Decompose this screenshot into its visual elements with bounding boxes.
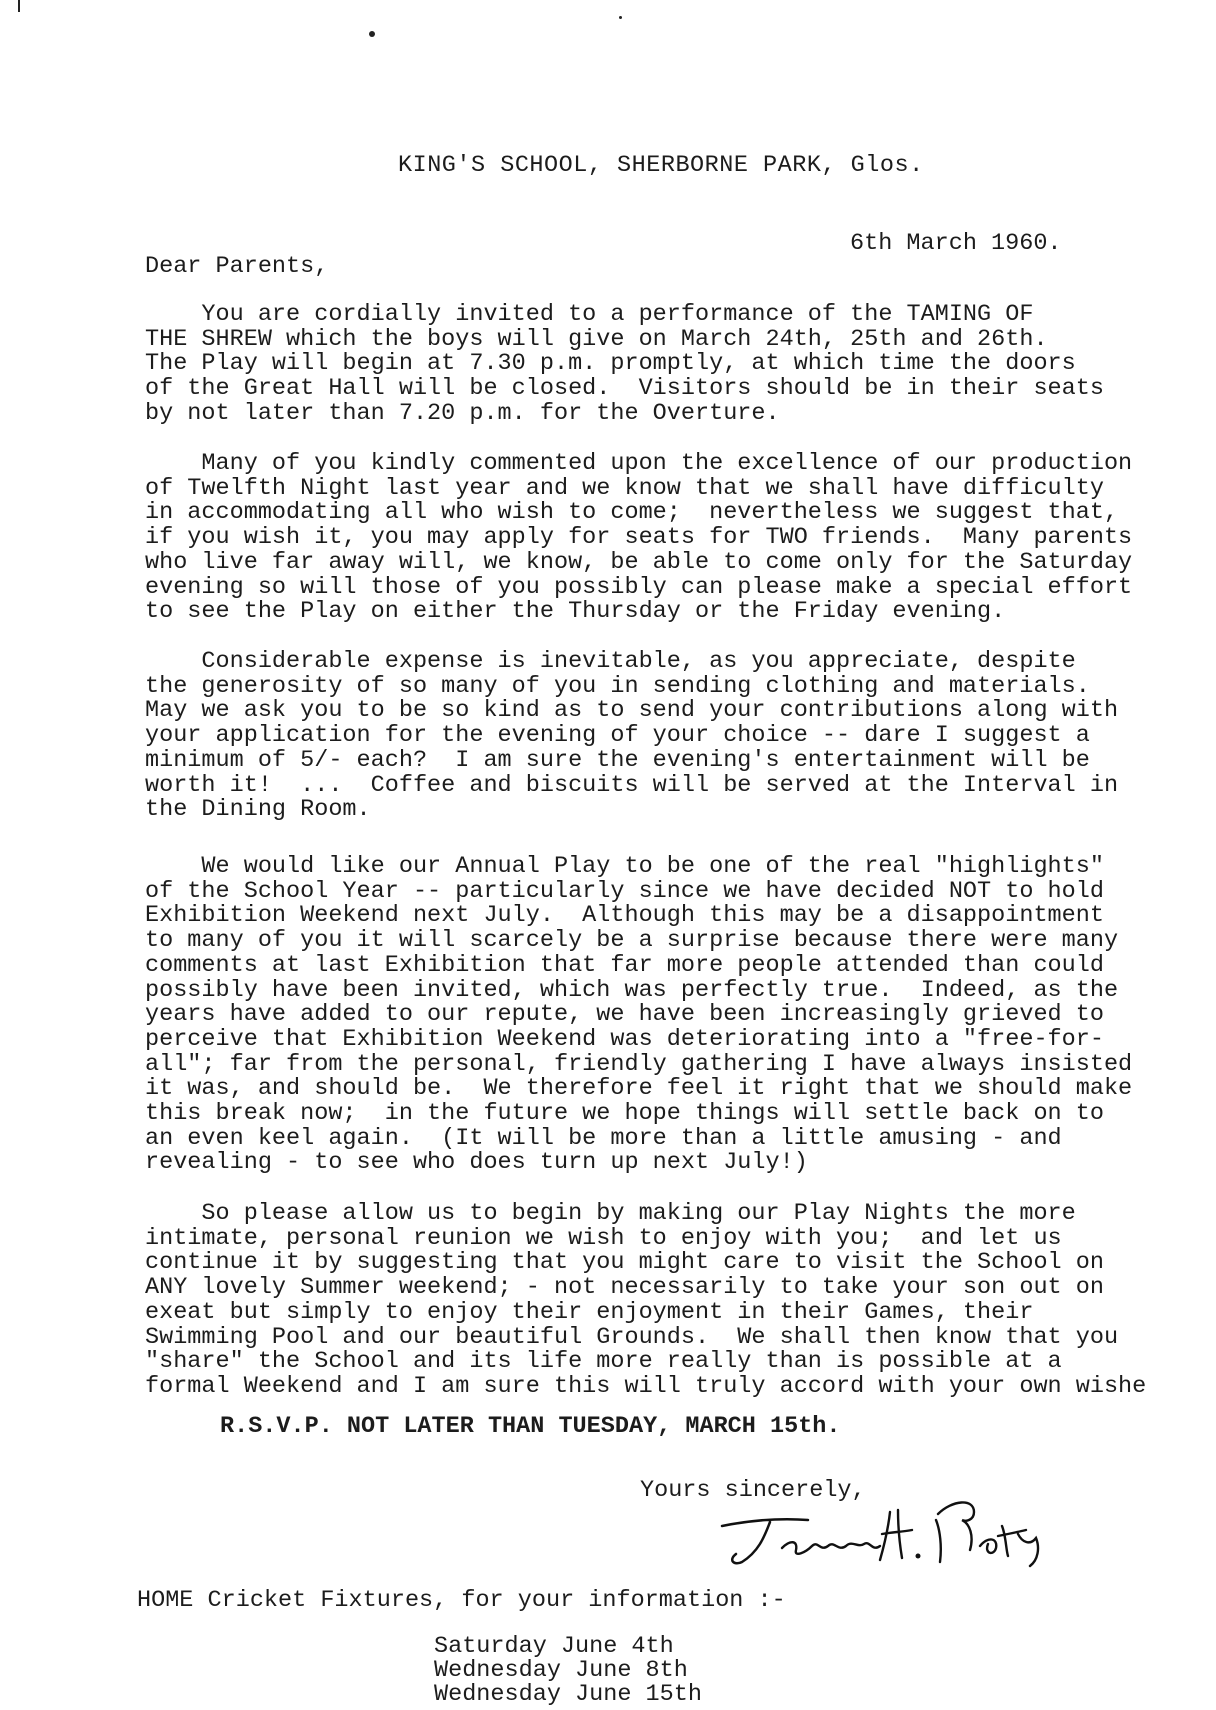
paragraph-seating: Many of you kindly commented upon the excellence of our production of Twelfth Night last year and we know that we shall have difficulty in accommodating all who wish to come; nevertheless we suggest that, if you wish it, you may apply for seats for TWO friends. Many parents who live far away will, we know, be able to come only for the Saturday evening so will those of you possibly can please make a special effort to see the Play on either the Thursday or the Friday evening. [145,450,1133,626]
paragraph-exhibition: We would like our Annual Play to be one of the real "highlights" of the School Year -- particularly since we have decided NOT to hold Exhibition Weekend next July. Although this may be a disappointment to many of you it will scarcely be a surprise because there were many comments at last Exhibition that far more people attended than could possibly have been invited, which was perfectly true. Indeed, as the years have added to our repute, we have been increasingly grieved to perceive that Exhibition Weekend was deteriorating into a "free-for- all"; far from the personal, friendly gathering I have always insisted it was, and should be. We therefore feel it right that we should make this break now; in the future we hope things will settle back on to an even keel again. (It will be more than a little amusing - and revealing - to see who does turn up next July!) [145,853,1133,1177]
paragraph-invitation: You are cordially invited to a performance of the TAMING OF THE SHREW which the boys will give on March 24th, 25th and 26th. The Play will begin at 7.30 p.m. promptly, at which time the doors of the Great Hall will be closed. Visitors should be in their seats by not later than 7.20 p.m. for the Overture. [145,301,1104,427]
scan-speck-top-left [18,0,20,12]
handwritten-signature [712,1490,1052,1570]
paragraph-expenses: Considerable expense is inevitable, as you appreciate, despite the generosity of so many of you in sending clothing and materials. May we ask you to be so kind as to send your contributions along with your application for the evening of your choice -- dare I suggest a minimum of 5/- each? I am sure the evening's entertainment will be worth it! ... Coffee and biscuits will be served at the Interval in the Dining Room. [145,648,1119,824]
fixtures-intro: HOME Cricket Fixtures, for your information :- [137,1587,786,1614]
fixture-date: Saturday June 4th [434,1633,674,1660]
fixture-date: Wednesday June 15th [434,1681,702,1708]
paragraph-visits: So please allow us to begin by making our Play Nights the more intimate, personal reunion we wish to enjoy with you; and let us continue it by suggesting that you might care to visit the School on ANY lovely Summer weekend; - not necessarily to take your son out on exeat but simply to enjoy their enjoyment in their Games, their Swimming Pool and our beautiful Grounds. We shall then know that you "share" the School and its life more really than is possible at a formal Weekend and I am sure this will truly accord with your own wishe [145,1200,1147,1400]
letterhead: KING'S SCHOOL, SHERBORNE PARK, Glos. [398,152,924,179]
fixtures-list [434,1635,702,1707]
scan-speck-top-center [619,16,622,19]
rsvp-line: R.S.V.P. NOT LATER THAN TUESDAY, MARCH 15th. [220,1413,841,1440]
salutation: Dear Parents, [145,253,329,280]
fixture-date: Wednesday June 8th [434,1657,688,1684]
closing: Yours sincerely, [640,1477,866,1504]
scan-dot [369,31,375,37]
letter-date: 6th March 1960. [850,230,1062,257]
